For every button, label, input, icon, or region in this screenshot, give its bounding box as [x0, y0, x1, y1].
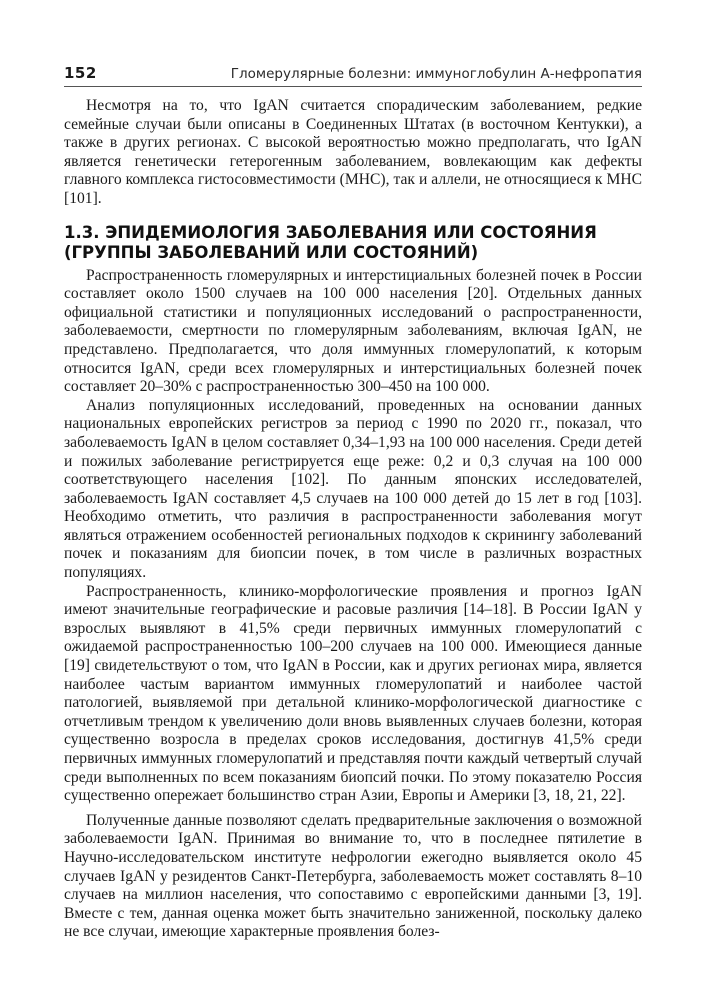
body-paragraph-prevalence: Распространенность гломерулярных и интерстициальных болезней почек в России составляет около 1500 случаев на 100 000 населения [20]. Отдельных данных официальной статистики и популяционных исследований о распространенности, заболеваемости, смертности по гломерулярным заболеваниям, включая IgAN, не представлено. Предполагается, что доля иммунных гломерулопатий, к которым относится IgAN, среди всех гломерулярных и интерстициальных болезней почек составляет 20–30% с распространенностью 300–450 на 100 000.	[64, 266, 642, 396]
body-paragraph-geography: Распространенность, клинико-морфологические проявления и прогноз IgAN имеют значительные географические и расовые различия [14–18]. В России IgAN у взрослых выявляют в 41,5% среди первичных иммунных гломерулопатий с ожидаемой распространенностью 100–200 случаев на 100 000. Имеющиеся данные [19] свидетельствуют о том, что IgAN в России, как и других регионах мира, является наиболее частым вариантом иммунных гломерулопатий и наиболее частой патологией, выявляемой при детальной клинико-морфологической диагностике с отчетливым трендом к увеличению доли вновь выявленных случаев болезни, которая существенно возросла в пределах сроков исследования, достигнув 41,5% среди первичных иммунных гломерулопатий и представляя почти каждый четвертый случай среди выполненных по всем показаниям биопсий почки. По этому показателю Россия существенно опережает большинство стран Азии, Европы и Америки [3, 18, 21, 22].	[64, 582, 642, 805]
intro-paragraph: Несмотря на то, что IgAN считается спорадическим заболеванием, редкие семейные случаи были описаны в Соединенных Штатах (в восточном Кентукки), а также в других регионах. С высокой вероятностью можно предполагать, что IgAN является генетически гетерогенным заболеванием, вовлекающим как дефекты главного комплекса гистосовместимости (МНС), так и аллели, не относящиеся к МНС [101].	[64, 97, 642, 207]
document-page	[64, 56, 642, 942]
body-paragraph-incidence: Полученные данные позволяют сделать предварительные заключения о возможной заболеваемости IgAN. Принимая во внимание то, что в последнее пятилетие в Научно-исследовательском институте нефрологии ежегодно выявляется около 45 случаев IgAN у резидентов Санкт-Петербурга, заболеваемость может составлять 8–10 случаев на миллион населения, что сопоставимо с европейскими данными [3, 19]. Вместе с тем, данная оценка может быть значительно заниженной, поскольку далеко не все случаи, имеющие характерные проявления болез-	[64, 811, 642, 941]
page-number: 152	[64, 64, 97, 82]
section-heading	[64, 223, 642, 263]
body-paragraph-registries: Анализ популяционных исследований, проведенных на основании данных национальных европейских регистров за период с 1990 по 2020 гг., показал, что заболеваемость IgAN в целом составляет 0,34–1,93 на 100 000 населения. Среди детей и пожилых заболевание регистрируется еще реже: 0,2 и 0,3 случая на 100 000 соответствующего населения [102]. По данным японских исследователей, заболеваемость IgAN составляет 4,5 случаев на 100 000 детей до 15 лет в год [103]. Необходимо отметить, что различия в распространенности заболевания могут являться отражением особенностей региональных подходов к скринингу заболеваний почек и показаниям для биопсии почек, в том числе в различных возрастных популяциях.	[64, 396, 642, 582]
section-heading-line-1: 1.3. ЭПИДЕМИОЛОГИЯ ЗАБОЛЕВАНИЯ ИЛИ СОСТОЯНИЯ	[64, 222, 597, 242]
running-head	[64, 56, 642, 87]
running-title: Гломерулярные болезни: иммуноглобулин А-нефропатия	[230, 66, 642, 82]
page-content	[64, 97, 642, 942]
section-heading-line-2: (ГРУППЫ ЗАБОЛЕВАНИЙ ИЛИ СОСТОЯНИЙ)	[64, 242, 479, 262]
